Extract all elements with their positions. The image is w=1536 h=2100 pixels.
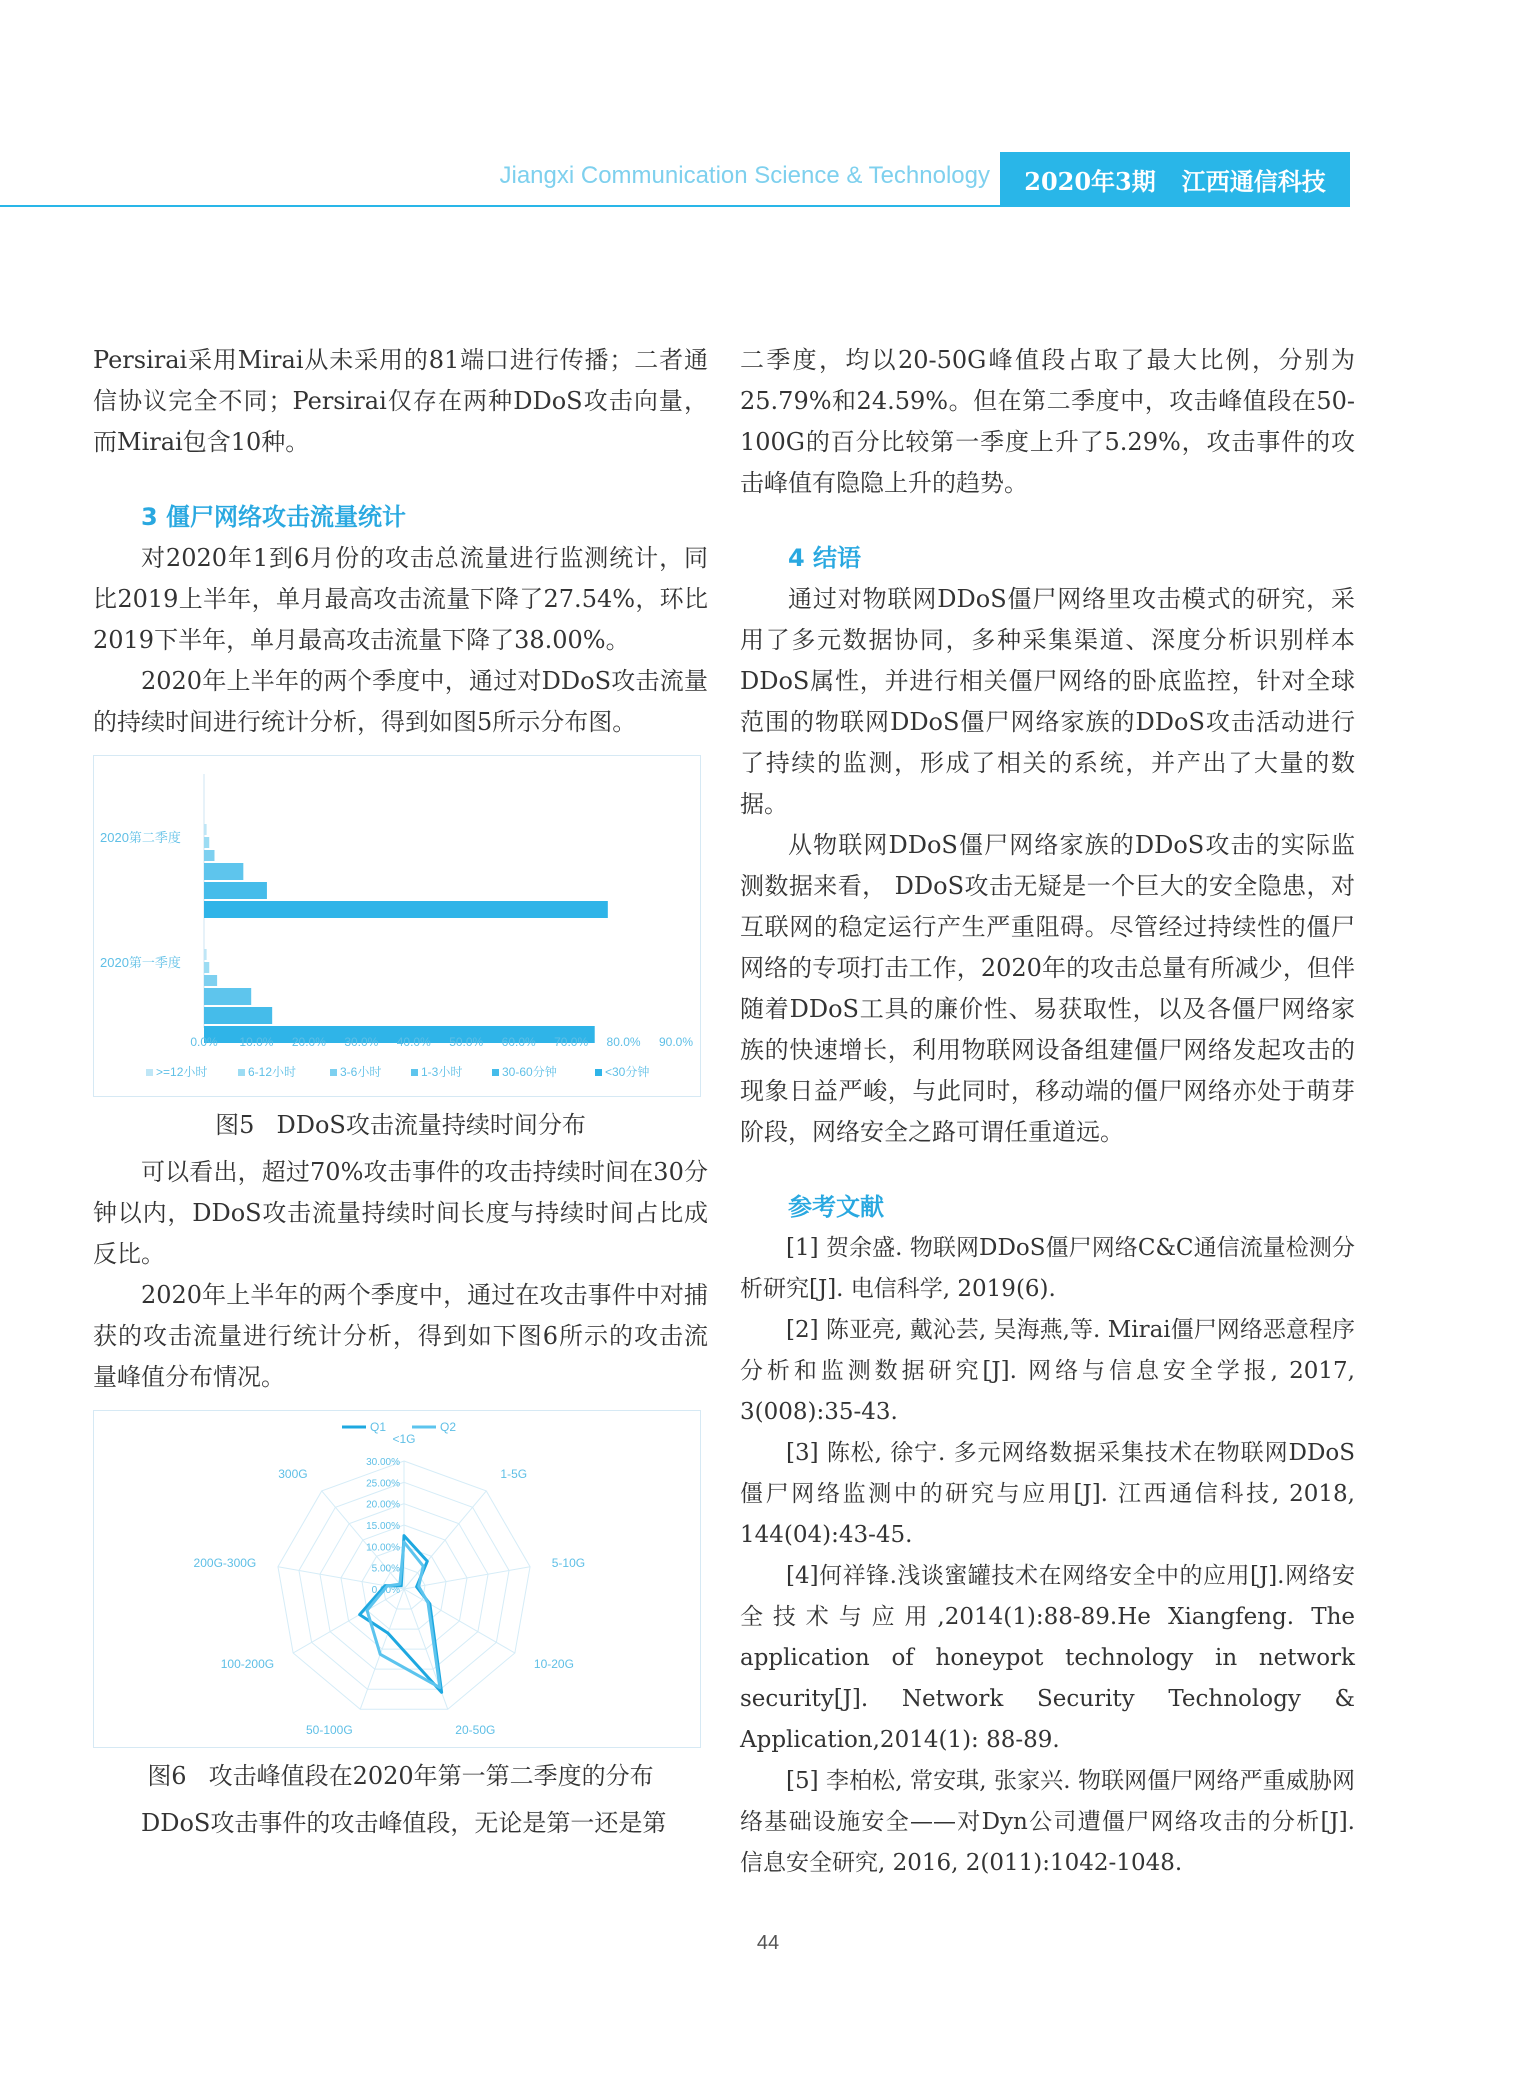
section-3-heading: 3 僵尸网络攻击流量统计 — [141, 503, 407, 531]
x-tick-label: 70.0% — [554, 1035, 589, 1049]
figure-5-chart — [93, 755, 701, 1097]
reference-item: [5] 李柏松, 常安琪, 张家兴. 物联网僵尸网络严重威胁网络基础设施安全——对Dyn公司遭僵尸网络攻击的分析[J]. 信息安全研究, 2016, 2(011):1042-1048. — [740, 1768, 1355, 1876]
legend-swatch — [146, 1069, 153, 1076]
section-3-paragraph-5: DDoS攻击事件的攻击峰值段，无论是第一还是第 — [141, 1809, 667, 1837]
reference-item: [4]何祥锋.浅谈蜜罐技术在网络安全中的应用[J].网络安全技术与应用,2014(1):88-89.He Xiangfeng. The application of honeypot technology in network security[J]. Network Security Technology & Application,2014(1): 88-89. — [740, 1563, 1355, 1753]
x-tick-label: 10.0% — [239, 1035, 274, 1049]
left-column — [93, 340, 708, 1844]
legend-label: 6-12小时 — [248, 1065, 297, 1079]
category-label: 5-10G — [551, 1555, 586, 1570]
bar — [204, 863, 243, 880]
x-tick-label: 90.0% — [658, 1035, 694, 1049]
figure-5-title: DDoS攻击流量持续时间分布 — [276, 1111, 586, 1139]
section-3-paragraph-1: 对2020年1到6月份的攻击总流量进行监测统计，同比2019上半年，单月最高攻击流量下降了27.54%，环比2019下半年，单月最高攻击流量下降了38.00%。 — [93, 544, 708, 654]
bar — [204, 850, 214, 861]
legend-swatch — [238, 1069, 245, 1076]
right-column — [740, 340, 1355, 1884]
figure-5-number: 图5 — [215, 1111, 255, 1139]
r-tick-label: 20.00% — [366, 1499, 400, 1511]
conclusion-paragraph-1: 通过对物联网DDoS僵尸网络里攻击模式的研究，采用了多元数据协同，多种采集渠道、深度分析识别样本DDoS属性，并进行相关僵尸网络的卧底监控，针对全球范围的物联网DDoS僵尸网络家族的DDoS攻击活动进行了持续的监测，形成了相关的系统，并产出了大量的数据。 — [740, 585, 1355, 818]
conclusion-paragraph-2: 从物联网DDoS僵尸网络家族的DDoS攻击的实际监测数据来看， DDoS攻击无疑是一个巨大的安全隐患，对互联网的稳定运行产生严重阻碍。尽管经过持续性的僵尸网络的专项打击工作，2020年的攻击总量有所减少，但伴随着DDoS工具的廉价性、易获取性，以及各僵尸网络家族的快速增长，利用物联网设备组建僵尸网络发起攻击的现象日益严峻，与此同时，移动端的僵尸网络亦处于萌芽阶段，网络安全之路可谓任重道远。 — [740, 831, 1355, 1146]
legend-swatch — [492, 1069, 499, 1076]
legend-label: Q2 — [440, 1420, 457, 1434]
category-label: 2020第一季度 — [100, 955, 181, 970]
x-tick-label: 50.0% — [449, 1035, 484, 1049]
bar — [204, 962, 209, 973]
intro-paragraph: Persirai采用Mirai从未采用的81端口进行传播；二者通信协议完全不同；Persirai仅存在两种DDoS攻击向量，而Mirai包含10种。 — [93, 346, 708, 456]
page-number: 44 — [756, 1932, 780, 1954]
references-heading: 参考文献 — [788, 1193, 884, 1221]
legend-label: 30-60分钟 — [502, 1065, 557, 1079]
bar — [204, 975, 217, 986]
x-tick-label: 60.0% — [501, 1035, 536, 1049]
legend-label: <30分钟 — [605, 1065, 650, 1079]
journal-english-title: Jiangxi Communication Science & Technology — [499, 162, 990, 189]
section-3-paragraph-4: 2020年上半年的两个季度中，通过在攻击事件中对捕获的攻击流量进行统计分析，得到如下图6所示的攻击流量峰值分布情况。 — [93, 1281, 708, 1391]
bar — [204, 1007, 272, 1024]
bar-chart-svg — [94, 756, 700, 1096]
legend-label: Q1 — [370, 1420, 387, 1434]
figure-6-caption — [93, 1756, 708, 1797]
references-list — [740, 1228, 1355, 1884]
legend-label: >=12小时 — [156, 1065, 208, 1079]
bar — [204, 988, 251, 1005]
category-label: 300G — [278, 1467, 308, 1482]
bar — [204, 824, 207, 835]
legend-swatch — [411, 1069, 418, 1076]
legend-swatch — [330, 1069, 337, 1076]
section-3-paragraph-3: 可以看出，超过70%攻击事件的攻击持续时间在30分钟以内，DDoS攻击流量持续时间长度与持续时间占比成反比。 — [93, 1158, 708, 1268]
radar-spoke — [293, 1589, 404, 1653]
legend-label: 1-3小时 — [421, 1065, 463, 1079]
category-label: 2020第二季度 — [100, 830, 181, 845]
legend-label: 3-6小时 — [340, 1065, 382, 1079]
bar — [204, 837, 209, 848]
figure-6-title: 攻击峰值段在2020年第一第二季度的分布 — [208, 1762, 654, 1790]
bar — [204, 949, 207, 960]
x-tick-label: 20.0% — [291, 1035, 326, 1049]
legend-swatch — [595, 1069, 602, 1076]
reference-item: [2] 陈亚亮, 戴沁芸, 吴海燕,等. Mirai僵尸网络恶意程序分析和监测数据研究[J]. 网络与信息安全学报, 2017, 3(008):35-43. — [740, 1317, 1355, 1425]
category-label: 100-200G — [220, 1657, 275, 1671]
journal-issue-banner — [1000, 152, 1350, 206]
radar-spoke — [404, 1589, 515, 1653]
r-tick-label: 0.00% — [371, 1585, 400, 1596]
category-label: <1G — [392, 1432, 416, 1446]
issue-label: 2020年3期 — [1024, 166, 1156, 196]
radar-spoke — [404, 1491, 486, 1589]
x-tick-label: 0.0% — [190, 1035, 218, 1049]
category-label: 1-5G — [500, 1467, 528, 1482]
r-tick-label: 15.00% — [366, 1521, 400, 1532]
continued-paragraph: 二季度，均以20-50G峰值段占取了最大比例，分别为25.79%和24.59%。但在第二季度中，攻击峰值段在50-100G的百分比较第一季度上升了5.29%，攻击事件的攻击峰值有隐隐上升的趋势。 — [740, 346, 1355, 497]
reference-item: [3] 陈松, 徐宁. 多元网络数据采集技术在物联网DDoS僵尸网络监测中的研究与应用[J]. 江西通信科技, 2018, 144(04):43-45. — [740, 1440, 1355, 1548]
r-tick-label: 10.00% — [366, 1542, 400, 1554]
category-label: 50-100G — [305, 1722, 353, 1737]
x-tick-label: 40.0% — [396, 1035, 431, 1049]
bar — [204, 882, 267, 899]
x-tick-label: 30.0% — [344, 1035, 379, 1049]
figure-6-chart — [93, 1410, 701, 1748]
bar — [204, 901, 608, 918]
reference-item: [1] 贺余盛. 物联网DDoS僵尸网络C&C通信流量检测分析研究[J]. 电信科学, 2019(6). — [740, 1235, 1355, 1302]
r-tick-label: 30.00% — [366, 1457, 400, 1468]
figure-6-number: 图6 — [147, 1762, 187, 1790]
r-tick-label: 25.00% — [366, 1478, 400, 1490]
figure-5-caption — [93, 1105, 708, 1146]
category-label: 20-50G — [455, 1722, 496, 1737]
category-label: 200G-300G — [193, 1555, 257, 1570]
section-4-heading: 4 结语 — [788, 544, 862, 572]
journal-chinese-title: 江西通信科技 — [1181, 166, 1326, 196]
section-3-paragraph-2: 2020年上半年的两个季度中，通过对DDoS攻击流量的持续时间进行统计分析，得到如图5所示分布图。 — [93, 667, 708, 736]
category-label: 10-20G — [533, 1657, 574, 1671]
x-tick-label: 80.0% — [606, 1035, 641, 1049]
radar-chart-svg — [94, 1411, 700, 1747]
r-tick-label: 5.00% — [371, 1563, 400, 1575]
